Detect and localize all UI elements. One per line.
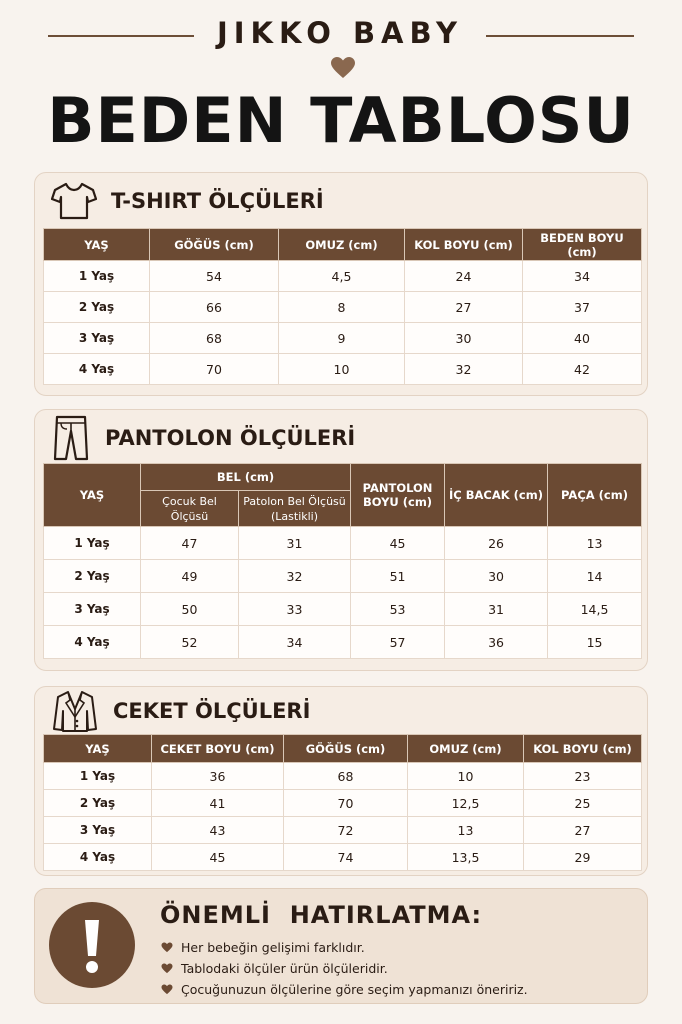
reminder-list <box>161 937 528 1000</box>
pants-section <box>34 409 648 671</box>
pants-icon <box>51 415 91 461</box>
table-cell: 36 <box>445 626 548 659</box>
table-cell: 70 <box>150 354 279 385</box>
heart-icon <box>161 942 173 953</box>
column-subheader: Çocuk Bel Ölçüsü <box>141 491 239 527</box>
table-cell: 53 <box>351 593 445 626</box>
table-cell: 41 <box>152 790 284 817</box>
section-header <box>51 689 310 733</box>
age-cell: 1 Yaş <box>44 261 150 292</box>
list-item <box>161 979 528 1000</box>
table-cell: 70 <box>284 790 408 817</box>
table-cell: 27 <box>405 292 523 323</box>
table-cell: 10 <box>279 354 405 385</box>
column-header: GÖĞÜS (cm) <box>284 735 408 763</box>
column-header: OMUZ (cm) <box>408 735 524 763</box>
table-cell: 34 <box>239 626 351 659</box>
column-header: BEDEN BOYU (cm) <box>523 229 642 261</box>
table-cell: 15 <box>548 626 642 659</box>
table-cell: 25 <box>524 790 642 817</box>
table-cell: 51 <box>351 560 445 593</box>
column-header: PAÇA (cm) <box>548 464 642 527</box>
table-cell: 10 <box>408 763 524 790</box>
table-cell: 57 <box>351 626 445 659</box>
table-cell: 4,5 <box>279 261 405 292</box>
section-header <box>51 179 324 223</box>
age-cell: 4 Yaş <box>44 844 152 871</box>
column-header: OMUZ (cm) <box>279 229 405 261</box>
table-row <box>44 817 642 844</box>
table-cell: 12,5 <box>408 790 524 817</box>
table-cell: 37 <box>523 292 642 323</box>
table-cell: 54 <box>150 261 279 292</box>
table-row <box>44 593 642 626</box>
table-cell: 74 <box>284 844 408 871</box>
table-cell: 66 <box>150 292 279 323</box>
table-cell: 47 <box>141 527 239 560</box>
table-cell: 14,5 <box>548 593 642 626</box>
table-cell: 72 <box>284 817 408 844</box>
column-header: KOL BOYU (cm) <box>405 229 523 261</box>
table-row <box>44 354 642 385</box>
table-row <box>44 844 642 871</box>
table-cell: 30 <box>445 560 548 593</box>
age-cell: 1 Yaş <box>44 763 152 790</box>
table-cell: 45 <box>351 527 445 560</box>
table-cell: 9 <box>279 323 405 354</box>
table-row <box>44 626 642 659</box>
brand-name: JIKKO BABY <box>216 16 464 50</box>
column-header: GÖĞÜS (cm) <box>150 229 279 261</box>
table-cell: 13 <box>548 527 642 560</box>
table-row <box>44 763 642 790</box>
table-cell: 36 <box>152 763 284 790</box>
column-header: İÇ BACAK (cm) <box>445 464 548 527</box>
table-cell: 45 <box>152 844 284 871</box>
table-cell: 40 <box>523 323 642 354</box>
column-header: CEKET BOYU (cm) <box>152 735 284 763</box>
section-header <box>51 416 355 460</box>
age-cell: 3 Yaş <box>44 323 150 354</box>
table-cell: 49 <box>141 560 239 593</box>
table-cell: 33 <box>239 593 351 626</box>
table-row <box>44 560 642 593</box>
table-row <box>44 292 642 323</box>
table-cell: 8 <box>279 292 405 323</box>
reminder-section <box>34 888 648 1004</box>
age-cell: 2 Yaş <box>44 560 141 593</box>
table-cell: 68 <box>284 763 408 790</box>
age-cell: 2 Yaş <box>44 292 150 323</box>
section-title: CEKET ÖLÇÜLERİ <box>113 699 311 723</box>
table-cell: 26 <box>445 527 548 560</box>
column-header: BEL (cm) <box>141 464 351 491</box>
column-header: KOL BOYU (cm) <box>524 735 642 763</box>
table-cell: 43 <box>152 817 284 844</box>
table-cell: 52 <box>141 626 239 659</box>
heart-icon <box>161 984 173 995</box>
table-cell: 13,5 <box>408 844 524 871</box>
age-cell: 2 Yaş <box>44 790 152 817</box>
tshirt-size-table <box>43 228 642 385</box>
list-item-text: Tablodaki ölçüler ürün ölçüleridir. <box>181 961 388 976</box>
table-cell: 32 <box>405 354 523 385</box>
exclamation-icon <box>49 902 135 988</box>
column-subheader: Patolon Bel Ölçüsü (Lastikli) <box>239 491 351 527</box>
table-cell: 68 <box>150 323 279 354</box>
pants-size-table <box>43 463 642 659</box>
column-header: PANTOLON BOYU (cm) <box>351 464 445 527</box>
column-header: YAŞ <box>44 464 141 527</box>
list-item <box>161 937 528 958</box>
age-cell: 1 Yaş <box>44 527 141 560</box>
divider <box>486 35 634 37</box>
reminder-title: ÖNEMLİ HATIRLATMA: <box>160 901 483 929</box>
age-cell: 3 Yaş <box>44 817 152 844</box>
brand-header <box>0 14 682 54</box>
section-title: T-SHIRT ÖLÇÜLERİ <box>111 189 324 213</box>
table-cell: 23 <box>524 763 642 790</box>
heart-icon <box>161 963 173 974</box>
table-cell: 13 <box>408 817 524 844</box>
age-cell: 3 Yaş <box>44 593 141 626</box>
table-cell: 31 <box>239 527 351 560</box>
tshirt-section <box>34 172 648 396</box>
list-item <box>161 958 528 979</box>
table-cell: 32 <box>239 560 351 593</box>
divider <box>48 35 194 37</box>
list-item-text: Çocuğunuzun ölçülerine göre seçim yapmanızı öneririz. <box>181 982 528 997</box>
page-title: BEDEN TABLOSU <box>47 84 635 157</box>
table-row <box>44 527 642 560</box>
table-row <box>44 323 642 354</box>
age-cell: 4 Yaş <box>44 626 141 659</box>
table-row <box>44 261 642 292</box>
list-item-text: Her bebeğin gelişimi farklıdır. <box>181 940 365 955</box>
table-cell: 14 <box>548 560 642 593</box>
jacket-size-table <box>43 734 642 871</box>
heart-icon <box>330 56 356 80</box>
table-cell: 50 <box>141 593 239 626</box>
table-cell: 42 <box>523 354 642 385</box>
table-cell: 29 <box>524 844 642 871</box>
section-title: PANTOLON ÖLÇÜLERİ <box>105 426 356 450</box>
jacket-section <box>34 686 648 876</box>
table-row <box>44 790 642 817</box>
column-header: YAŞ <box>44 735 152 763</box>
age-cell: 4 Yaş <box>44 354 150 385</box>
table-cell: 27 <box>524 817 642 844</box>
table-cell: 30 <box>405 323 523 354</box>
table-cell: 24 <box>405 261 523 292</box>
table-cell: 34 <box>523 261 642 292</box>
tshirt-icon <box>51 181 97 221</box>
exclamation-badge <box>49 902 135 988</box>
column-header: YAŞ <box>44 229 150 261</box>
jacket-icon <box>51 689 99 733</box>
table-cell: 31 <box>445 593 548 626</box>
